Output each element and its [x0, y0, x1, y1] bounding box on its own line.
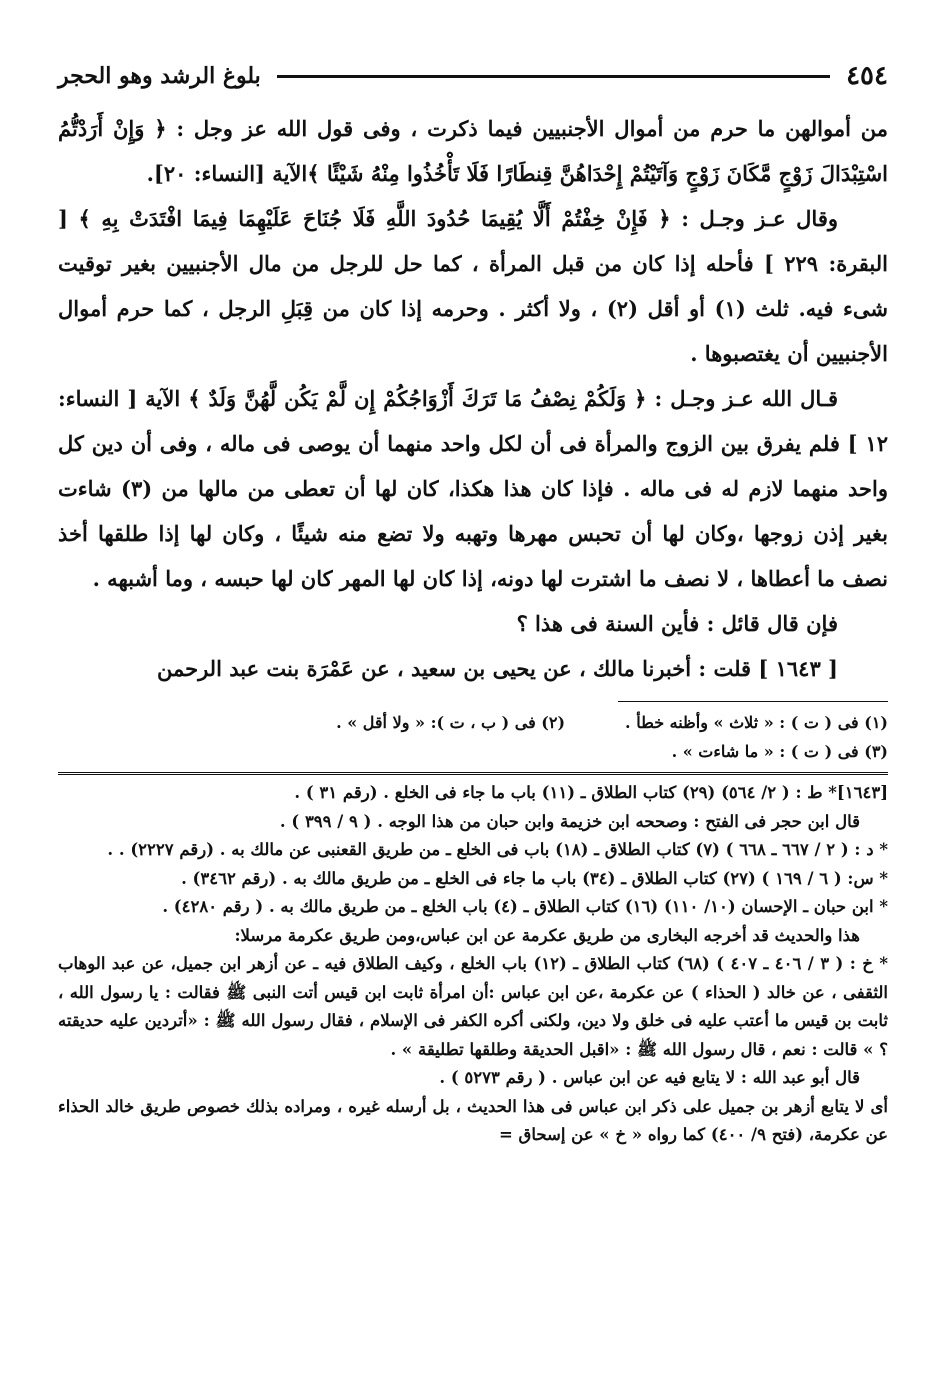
paragraph-2: وقال عـز وجـل : ﴿ فَإِنْ خِفْتُمْ أَلَّا يُقِيمَا حُدُودَ اللَّهِ فَلَا جُنَاحَ عَلَيْهِمَا فِيمَا افْتَدَتْ بِهِ ﴾ [ البقرة: ٢٢٩ ] فأحله إذا كان من قبل المرأة ، كما حل للرجل من مال الأجنبيين بغير توقيت شىء فيه. ثلث (١) أو أقل (٢) ، ولا أكثر . وحرمه إذا كان من قِبَلِ الرجل ، كما حرم أموال الأجنبيين أن يغتصبوها . — [58, 206, 888, 366]
paragraph-5: [ ١٦٤٣ ] قلت : أخبرنا مالك ، عن يحيى بن سعيد ، عن عَمْرَة بنت عبد الرحمن — [156, 656, 838, 681]
footnotes-rule — [618, 701, 888, 708]
page-number: ٤٥٤ — [846, 61, 888, 91]
footnote-row-1 — [58, 708, 888, 737]
header-rule — [277, 75, 830, 78]
footnote-2: (٢) فى ( ب ، ت ): « ولا أقل » . — [336, 713, 566, 732]
takhrij-line-8: قال أبو عبد الله : لا يتابع فيه عن ابن عباس . ( رقم ٥٢٧٣ ) . — [439, 1068, 860, 1087]
takhrij-line-7: * خ : ( ٣ / ٤٠٦ ـ ٤٠٧ ) (٦٨) كتاب الطلاق ـ (١٢) باب الخلع ، وكيف الطلاق فيه ـ عن أزهر ابن جميل، عن عبد الوهاب الثقفى ، عن خالد ( الحذاء ) عن عكرمة ،عن ابن عباس :أن امرأة ثابت ابن قيس أتت النبى ﷺ فقالت : يا رسول الله ، ثابت بن قيس ما أعتب عليه فى خلق ولا دين، ولكنى أكره الكفر فى الإسلام ، فقال رسول الله ﷺ : «أتردين عليه حديقته ؟ » قالت : نعم ، قال رسول الله ﷺ : «اقبل الحديقة وطلقها تطليقة » . — [58, 954, 889, 1059]
footnote-1: (١) فى ( ت ) : « ثلاث » وأظنه خطأ . — [625, 713, 888, 732]
takhrij-section — [58, 772, 888, 1150]
running-head: بلوغ الرشد وهو الحجر — [58, 63, 261, 89]
main-text — [58, 106, 888, 691]
footnote-3: (٣) فى ( ت ) : « ما شاءت » . — [671, 742, 888, 761]
paragraph-4: فإن قال قائل : فأين السنة فى هذا ؟ — [516, 611, 838, 636]
page-header — [58, 52, 888, 100]
takhrij-line-4: * س: ( ٦ / ١٦٩ ) (٢٧) كتاب الطلاق ـ (٣٤) باب ما جاء فى الخلع ـ من طريق مالك به . (رقم ٣٤٦٢) . — [181, 868, 888, 888]
takhrij-line-3: * د : ( ٢ / ٦٦٧ ـ ٦٦٨ ) (٧) كتاب الطلاق ـ (١٨) باب فى الخلع ـ من طريق القعنبى عن مالك به . (رقم ٢٢٢٧) . . — [107, 840, 888, 859]
takhrij-line-1: [١٦٤٣]* ط : ( ٢/ ٥٦٤) (٢٩) كتاب الطلاق ـ (١١) باب ما جاء فى الخلع . (رقم ٣١ ) . — [294, 783, 888, 802]
footnote-row-2 — [58, 737, 888, 766]
takhrij-line-6: هذا والحديث قد أخرجه البخارى من طريق عكرمة عن ابن عباس،ومن طريق عكرمة مرسلا: — [234, 925, 860, 945]
paragraph-3: قـال الله عـز وجـل : ﴿ وَلَكُمْ نِصْفُ مَا تَرَكَ أَزْوَاجُكُمْ إِن لَّمْ يَكُن لَّهُنَّ وَلَدٌ ﴾ الآية [ النساء: ١٢ ] فلم يفرق بين الزوج والمرأة فى أن لكل واحد منهما أن يوصى فى ماله ، وفى أن دين كل واحد منهما لازم له فى ماله . فإذا كان هذا هكذا، كان لها أن تعطى من مالها من (٣) شاءت بغير إذن زوجها ،وكان لها أن تحبس مهرها وتهبه ولا تضع منه شيئًا ، وكان لها إذا طلقها أخذ نصف ما أعطاها ، لا نصف ما اشترت لها دونه، إذا كان لها المهر كان لها حبسه ، وما أشبهه . — [58, 386, 889, 591]
footnotes-section — [58, 701, 888, 766]
takhrij-line-2: قال ابن حجر فى الفتح : وصححه ابن خزيمة وابن حبان من هذا الوجه . ( ٩ / ٣٩٩ ) . — [279, 811, 860, 831]
paragraph-1: من أموالهن ما حرم من أموال الأجنبيين فيما ذكرت ، وفى قول الله عز وجل : ﴿ وَإِنْ أَرَدْتُّمُ اسْتِبْدَالَ زَوْجٍ مَّكَانَ زَوْجٍ وَآتَيْتُمْ إِحْدَاهُنَّ قِنطَارًا فَلَا تَأْخُذُوا مِنْهُ شَيْئًا ﴾الآية [النساء: ٢٠]. — [58, 116, 888, 186]
takhrij-line-9: أى لا يتابع أزهر بن جميل على ذكر ابن عباس فى هذا الحديث ، بل أرسله غيره ، ومراده بذلك خصوص طريق خالد الحذاء عن عكرمة، (فتح ٩/ ٤٠٠) كما رواه « خ » عن إسحاق = — [58, 1096, 888, 1144]
takhrij-line-5: * ابن حبان ـ الإحسان (١٠/ ١١٠) (١٦) كتاب الطلاق ـ (٤) باب الخلع ـ من طريق مالك به . ( رقم ٤٢٨٠) . — [162, 897, 888, 916]
